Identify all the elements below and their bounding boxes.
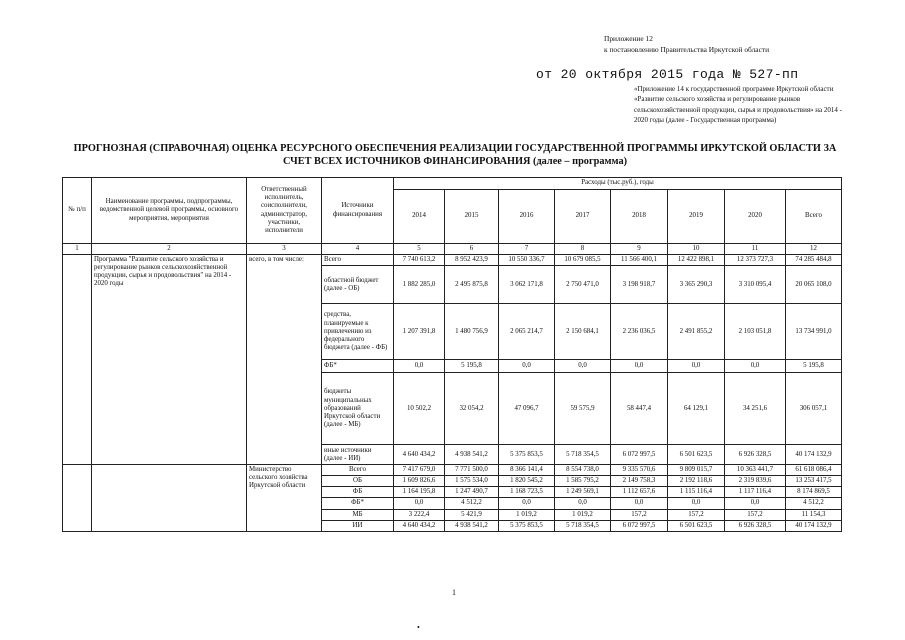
page-title: ПРОГНОЗНАЯ (СПРАВОЧНАЯ) ОЦЕНКА РЕСУРСНОГО ОБЕСПЕЧЕНИЯ РЕАЛИЗАЦИИ ГОСУДАРСТВЕННОЙ ПРОГРАММЫ ИРКУТСКОЙ ОБЛАСТИ ЗА СЧЕТ ВСЕХ ИСТОЧНИКОВ ФИНАНСИРОВАНИЯ (далее – программа)	[73, 143, 837, 167]
program-executor-cell: всего, в том числе:	[247, 255, 322, 465]
value-cell: 1 609 826,6	[394, 476, 445, 487]
value-cell: 59 575,9	[555, 373, 611, 445]
value-cell: 34 251,6	[725, 373, 786, 445]
column-number: 3	[247, 244, 322, 255]
value-cell: 47 096,7	[499, 373, 555, 445]
header-year: 2014	[394, 190, 445, 244]
value-cell: 2 236 036,5	[611, 304, 668, 360]
value-cell: 11 566 400,1	[611, 255, 668, 266]
value-cell: 8 174 869,5	[786, 487, 842, 498]
source-cell: бюджеты муниципальных образований Иркутской области (далее - МБ)	[322, 373, 394, 445]
value-cell: 4 640 434,2	[394, 520, 445, 531]
value-cell: 1 115 116,4	[668, 487, 725, 498]
appendix-label: Приложение 12	[604, 34, 653, 43]
document-header	[604, 33, 864, 55]
value-cell: 0,0	[555, 360, 611, 373]
value-cell: 8 366 141,4	[499, 465, 555, 476]
header-expenses: Расходы (тыс.руб.), годы	[394, 178, 842, 190]
value-cell: 2 495 875,8	[445, 266, 499, 304]
row-number-cell	[63, 255, 92, 465]
value-cell: 4 512,2	[445, 498, 499, 509]
value-cell: 0,0	[668, 360, 725, 373]
value-cell: 1 117 116,4	[725, 487, 786, 498]
value-cell: 0,0	[555, 498, 611, 509]
source-cell: Всего	[322, 465, 394, 476]
value-cell: 6 926 328,5	[725, 445, 786, 465]
value-cell: 0,0	[725, 498, 786, 509]
value-cell: 3 198 918,7	[611, 266, 668, 304]
value-cell: 11 154,3	[786, 509, 842, 520]
value-cell: 58 447,4	[611, 373, 668, 445]
value-cell: 10 550 336,7	[499, 255, 555, 266]
value-cell: 8 554 738,0	[555, 465, 611, 476]
column-number: 10	[668, 244, 725, 255]
value-cell: 1 480 756,9	[445, 304, 499, 360]
value-cell: 0,0	[611, 498, 668, 509]
value-cell: 0,0	[499, 360, 555, 373]
value-cell: 2 150 684,1	[555, 304, 611, 360]
value-cell: 9 809 015,7	[668, 465, 725, 476]
value-cell: 2 319 839,6	[725, 476, 786, 487]
value-cell: 0,0	[725, 360, 786, 373]
value-cell: 1 882 285,0	[394, 266, 445, 304]
value-cell: 5 421,9	[445, 509, 499, 520]
value-cell: 1 019,2	[555, 509, 611, 520]
value-cell: 5 718 354,5	[555, 520, 611, 531]
value-cell: 5 718 354,5	[555, 445, 611, 465]
column-number: 11	[725, 244, 786, 255]
value-cell: 4 938 541,2	[445, 520, 499, 531]
header-year: 2020	[725, 190, 786, 244]
value-cell: 0,0	[499, 498, 555, 509]
value-cell: 1 164 195,8	[394, 487, 445, 498]
header-sources: Источники финансирования	[322, 178, 394, 244]
column-number: 5	[394, 244, 445, 255]
ministry-cell: Министерство сельского хозяйства Иркутской области	[247, 465, 322, 532]
value-cell: 6 926 328,5	[725, 520, 786, 531]
value-cell: 32 054,2	[445, 373, 499, 445]
header-year: 2018	[611, 190, 668, 244]
value-cell: 1 247 490,7	[445, 487, 499, 498]
column-number: 7	[499, 244, 555, 255]
value-cell: 5 195,8	[445, 360, 499, 373]
header-num: № п/п	[63, 178, 92, 244]
source-cell: средства, планируемые к привлечению из федерального бюджета (далее - ФБ)	[322, 304, 394, 360]
header-year: 2019	[668, 190, 725, 244]
value-cell: 0,0	[394, 360, 445, 373]
value-cell: 6 072 997,5	[611, 520, 668, 531]
value-cell: 6 072 997,5	[611, 445, 668, 465]
value-cell: 1 019,2	[499, 509, 555, 520]
value-cell: 2 065 214,7	[499, 304, 555, 360]
value-cell: 0,0	[394, 498, 445, 509]
header-year: 2015	[445, 190, 499, 244]
source-cell: ИИ	[322, 520, 394, 531]
value-cell: 6 501 623,5	[668, 520, 725, 531]
table-row	[63, 255, 842, 266]
header-total: Всего	[786, 190, 842, 244]
value-cell: 1 168 723,5	[499, 487, 555, 498]
value-cell: 13 734 991,0	[786, 304, 842, 360]
value-cell: 5 195,8	[786, 360, 842, 373]
value-cell: 2 750 471,0	[555, 266, 611, 304]
value-cell: 7 771 500,0	[445, 465, 499, 476]
header-year: 2017	[555, 190, 611, 244]
value-cell: 1 820 545,2	[499, 476, 555, 487]
column-number: 1	[63, 244, 92, 255]
value-cell: 8 952 423,9	[445, 255, 499, 266]
source-cell: ОБ	[322, 476, 394, 487]
footer-mark: •	[417, 623, 420, 632]
column-number: 12	[786, 244, 842, 255]
resolution-label: к постановлению Правительства Иркутской области	[604, 45, 770, 54]
value-cell: 1 249 569,1	[555, 487, 611, 498]
value-cell: 4 512,2	[786, 498, 842, 509]
source-cell: областной бюджет (далее - ОБ)	[322, 266, 394, 304]
program-name-cell: Программа "Развитие сельского хозяйства и регулирование рынков сельскохозяйственной продукции, сырья и продовольствия" на 2014 - 2020 годы	[92, 255, 247, 465]
name-cell	[92, 465, 247, 532]
page-number: 1	[452, 588, 456, 597]
value-cell: 12 373 727,3	[725, 255, 786, 266]
value-cell: 5 375 853,5	[499, 445, 555, 465]
value-cell: 157,2	[725, 509, 786, 520]
value-cell: 12 422 898,1	[668, 255, 725, 266]
value-cell: 40 174 132,9	[786, 520, 842, 531]
value-cell: 64 129,1	[668, 373, 725, 445]
value-cell: 1 112 657,6	[611, 487, 668, 498]
value-cell: 2 491 855,2	[668, 304, 725, 360]
value-cell: 4 938 541,2	[445, 445, 499, 465]
value-cell: 2 192 118,6	[668, 476, 725, 487]
value-cell: 9 335 570,6	[611, 465, 668, 476]
column-number: 6	[445, 244, 499, 255]
column-number: 4	[322, 244, 394, 255]
table-row	[63, 465, 842, 476]
value-cell: 1 585 795,2	[555, 476, 611, 487]
value-cell: 6 501 623,5	[668, 445, 725, 465]
source-cell: Всего	[322, 255, 394, 266]
row-number-cell	[63, 465, 92, 532]
value-cell: 10 679 085,5	[555, 255, 611, 266]
value-cell: 20 065 108,0	[786, 266, 842, 304]
source-cell: ФБ*	[322, 360, 394, 373]
value-cell: 40 174 132,9	[786, 445, 842, 465]
value-cell: 10 363 441,7	[725, 465, 786, 476]
value-cell: 0,0	[611, 360, 668, 373]
value-cell: 157,2	[611, 509, 668, 520]
value-cell: 2 103 051,8	[725, 304, 786, 360]
value-cell: 3 062 171,8	[499, 266, 555, 304]
funding-table	[62, 177, 842, 532]
column-number: 2	[92, 244, 247, 255]
value-cell: 157,2	[668, 509, 725, 520]
annex-reference: «Приложение 14 к государственной программе Иркутской области «Развитие сельского хозяйства и регулирование рынков сельскохозяйственной продукции, сырья и продовольствия» на 2014 - 2020 годы (далее - Государственная программа)	[634, 85, 842, 124]
value-cell: 1 207 391,8	[394, 304, 445, 360]
value-cell: 13 253 417,5	[786, 476, 842, 487]
value-cell: 7 740 613,2	[394, 255, 445, 266]
value-cell: 10 502,2	[394, 373, 445, 445]
resolution-date-stamp: от 20 октября 2015 года № 527-пп	[536, 67, 799, 82]
source-cell: ФБ*	[322, 498, 394, 509]
header-executor: Ответственный исполнитель, соисполнители, администратор, участники, исполнители	[247, 178, 322, 244]
value-cell: 0,0	[668, 498, 725, 509]
value-cell: 7 417 679,0	[394, 465, 445, 476]
value-cell: 306 057,1	[786, 373, 842, 445]
header-year: 2016	[499, 190, 555, 244]
value-cell: 3 222,4	[394, 509, 445, 520]
value-cell: 3 365 290,3	[668, 266, 725, 304]
value-cell: 4 640 434,2	[394, 445, 445, 465]
column-number: 9	[611, 244, 668, 255]
source-cell: МБ	[322, 509, 394, 520]
value-cell: 1 575 534,0	[445, 476, 499, 487]
value-cell: 61 618 086,4	[786, 465, 842, 476]
header-name: Наименование программы, подпрограммы, ведомственной целевой программы, основного мероприятия, мероприятия	[92, 178, 247, 244]
value-cell: 5 375 853,5	[499, 520, 555, 531]
value-cell: 74 285 484,8	[786, 255, 842, 266]
value-cell: 3 310 095,4	[725, 266, 786, 304]
source-cell: иные источники (далее - ИИ)	[322, 445, 394, 465]
column-number: 8	[555, 244, 611, 255]
value-cell: 2 149 758,3	[611, 476, 668, 487]
source-cell: ФБ	[322, 487, 394, 498]
